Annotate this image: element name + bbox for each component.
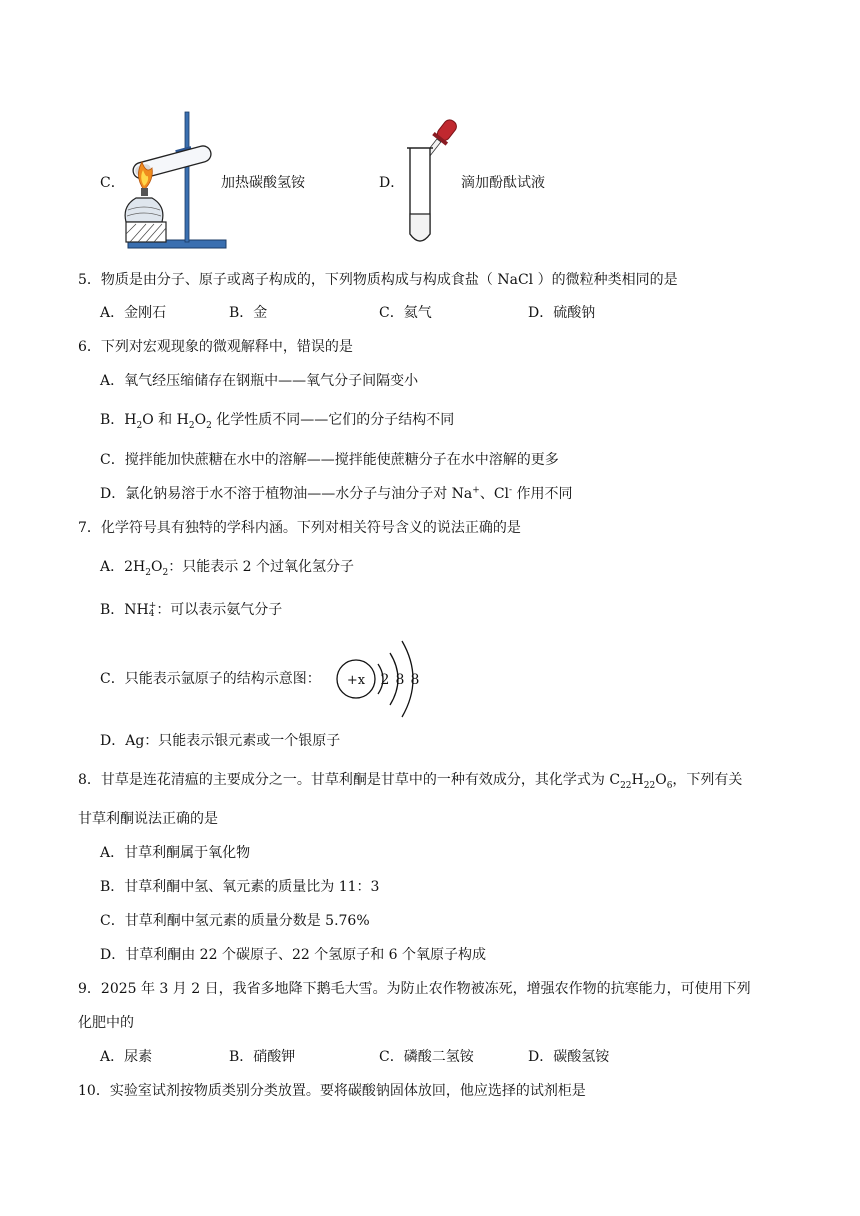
q4-option-d-text: 滴加酚酞试液 <box>461 175 545 191</box>
heating-apparatus-icon <box>118 110 228 256</box>
q8-stem-line2: 甘草利酮说法正确的是 <box>78 811 218 827</box>
q9-option-b: B．硝酸钾 <box>229 1049 296 1065</box>
q8-option-c: C．甘草利酮中氢元素的质量分数是 5.76% <box>100 913 370 929</box>
q9-stem-line2: 化肥中的 <box>78 1015 134 1031</box>
atom-shell-3-electrons: 8 <box>410 672 420 688</box>
q7-stem: 7．化学符号具有独特的学科内涵。下列对相关符号含义的说法正确的是 <box>78 520 521 536</box>
q7-option-d: D．Ag：只能表示银元素或一个银原子 <box>100 733 341 749</box>
q4-option-d-label: D． <box>379 175 405 191</box>
q5-option-d: D．硫酸钠 <box>528 305 596 321</box>
q9-option-a: A．尿素 <box>100 1049 153 1065</box>
q9-stem-line1: 9．2025 年 3 月 2 日，我省多地降下鹅毛大雪。为防止农作物被冻死，增强农作物的抗寒能力，可使用下列 <box>78 981 751 997</box>
q7-option-c: C．只能表示氩原子的结构示意图： <box>100 671 321 687</box>
atom-nucleus-label: +x <box>346 673 366 688</box>
atom-structure-diagram <box>336 634 426 720</box>
q4-option-c-label: C． <box>100 175 125 191</box>
q5-option-a: A．金刚石 <box>100 305 167 321</box>
q8-stem-line1: 8．甘草是连花清瘟的主要成分之一。甘草利酮是甘草中的一种有效成分，其化学式为 $C_{22}H_{22}O_6$，下列有关 <box>78 772 743 791</box>
dropper-test-tube-icon <box>398 116 468 248</box>
q6-option-d: D．氯化钠易溶于水不溶于植物油——水分子与油分子对 Na+、Cl- 作用不同 <box>100 485 573 502</box>
q8-option-a: A．甘草利酮属于氧化物 <box>100 845 251 861</box>
q6-stem: 6．下列对宏观现象的微观解释中，错误的是 <box>78 339 353 355</box>
q4-option-c-text: 加热碳酸氢铵 <box>221 175 305 191</box>
q8-option-b: B．甘草利酮中氢、氧元素的质量比为 11：3 <box>100 879 380 895</box>
q6-option-c: C．搅拌能加快蔗糖在水中的溶解——搅拌能使蔗糖分子在水中溶解的更多 <box>100 452 559 468</box>
q6-option-a: A．氧气经压缩储存在钢瓶中——氧气分子间隔变小 <box>100 373 419 389</box>
q9-option-c: C．磷酸二氢铵 <box>379 1049 474 1065</box>
q8-option-d: D．甘草利酮由 22 个碳原子、22 个氢原子和 6 个氧原子构成 <box>100 947 487 963</box>
q5-option-b: B．金 <box>229 305 268 321</box>
q9-option-d: D．碳酸氢铵 <box>528 1049 610 1065</box>
q6-option-b: B．$H_2O$ 和 $H_2O_2$ 化学性质不同——它们的分子结构不同 <box>100 412 455 431</box>
q5-option-c: C．氦气 <box>379 305 432 321</box>
q10-stem: 10．实验室试剂按物质类别分类放置。要将碳酸钠固体放回，他应选择的试剂柜是 <box>78 1083 586 1099</box>
q7-option-a: A．$2H_2O_2$：只能表示 2 个过氧化氢分子 <box>100 559 355 578</box>
q5-stem: 5．物质是由分子、原子或离子构成的，下列物质构成与构成食盐（ NaCl ）的微粒种类相同的是 <box>78 272 678 288</box>
q7-option-b: B．NH + 4 ：可以表示氨气分子 <box>100 601 283 619</box>
atom-shell-1-electrons: 2 <box>380 672 390 688</box>
atom-shell-2-electrons: 8 <box>395 672 405 688</box>
